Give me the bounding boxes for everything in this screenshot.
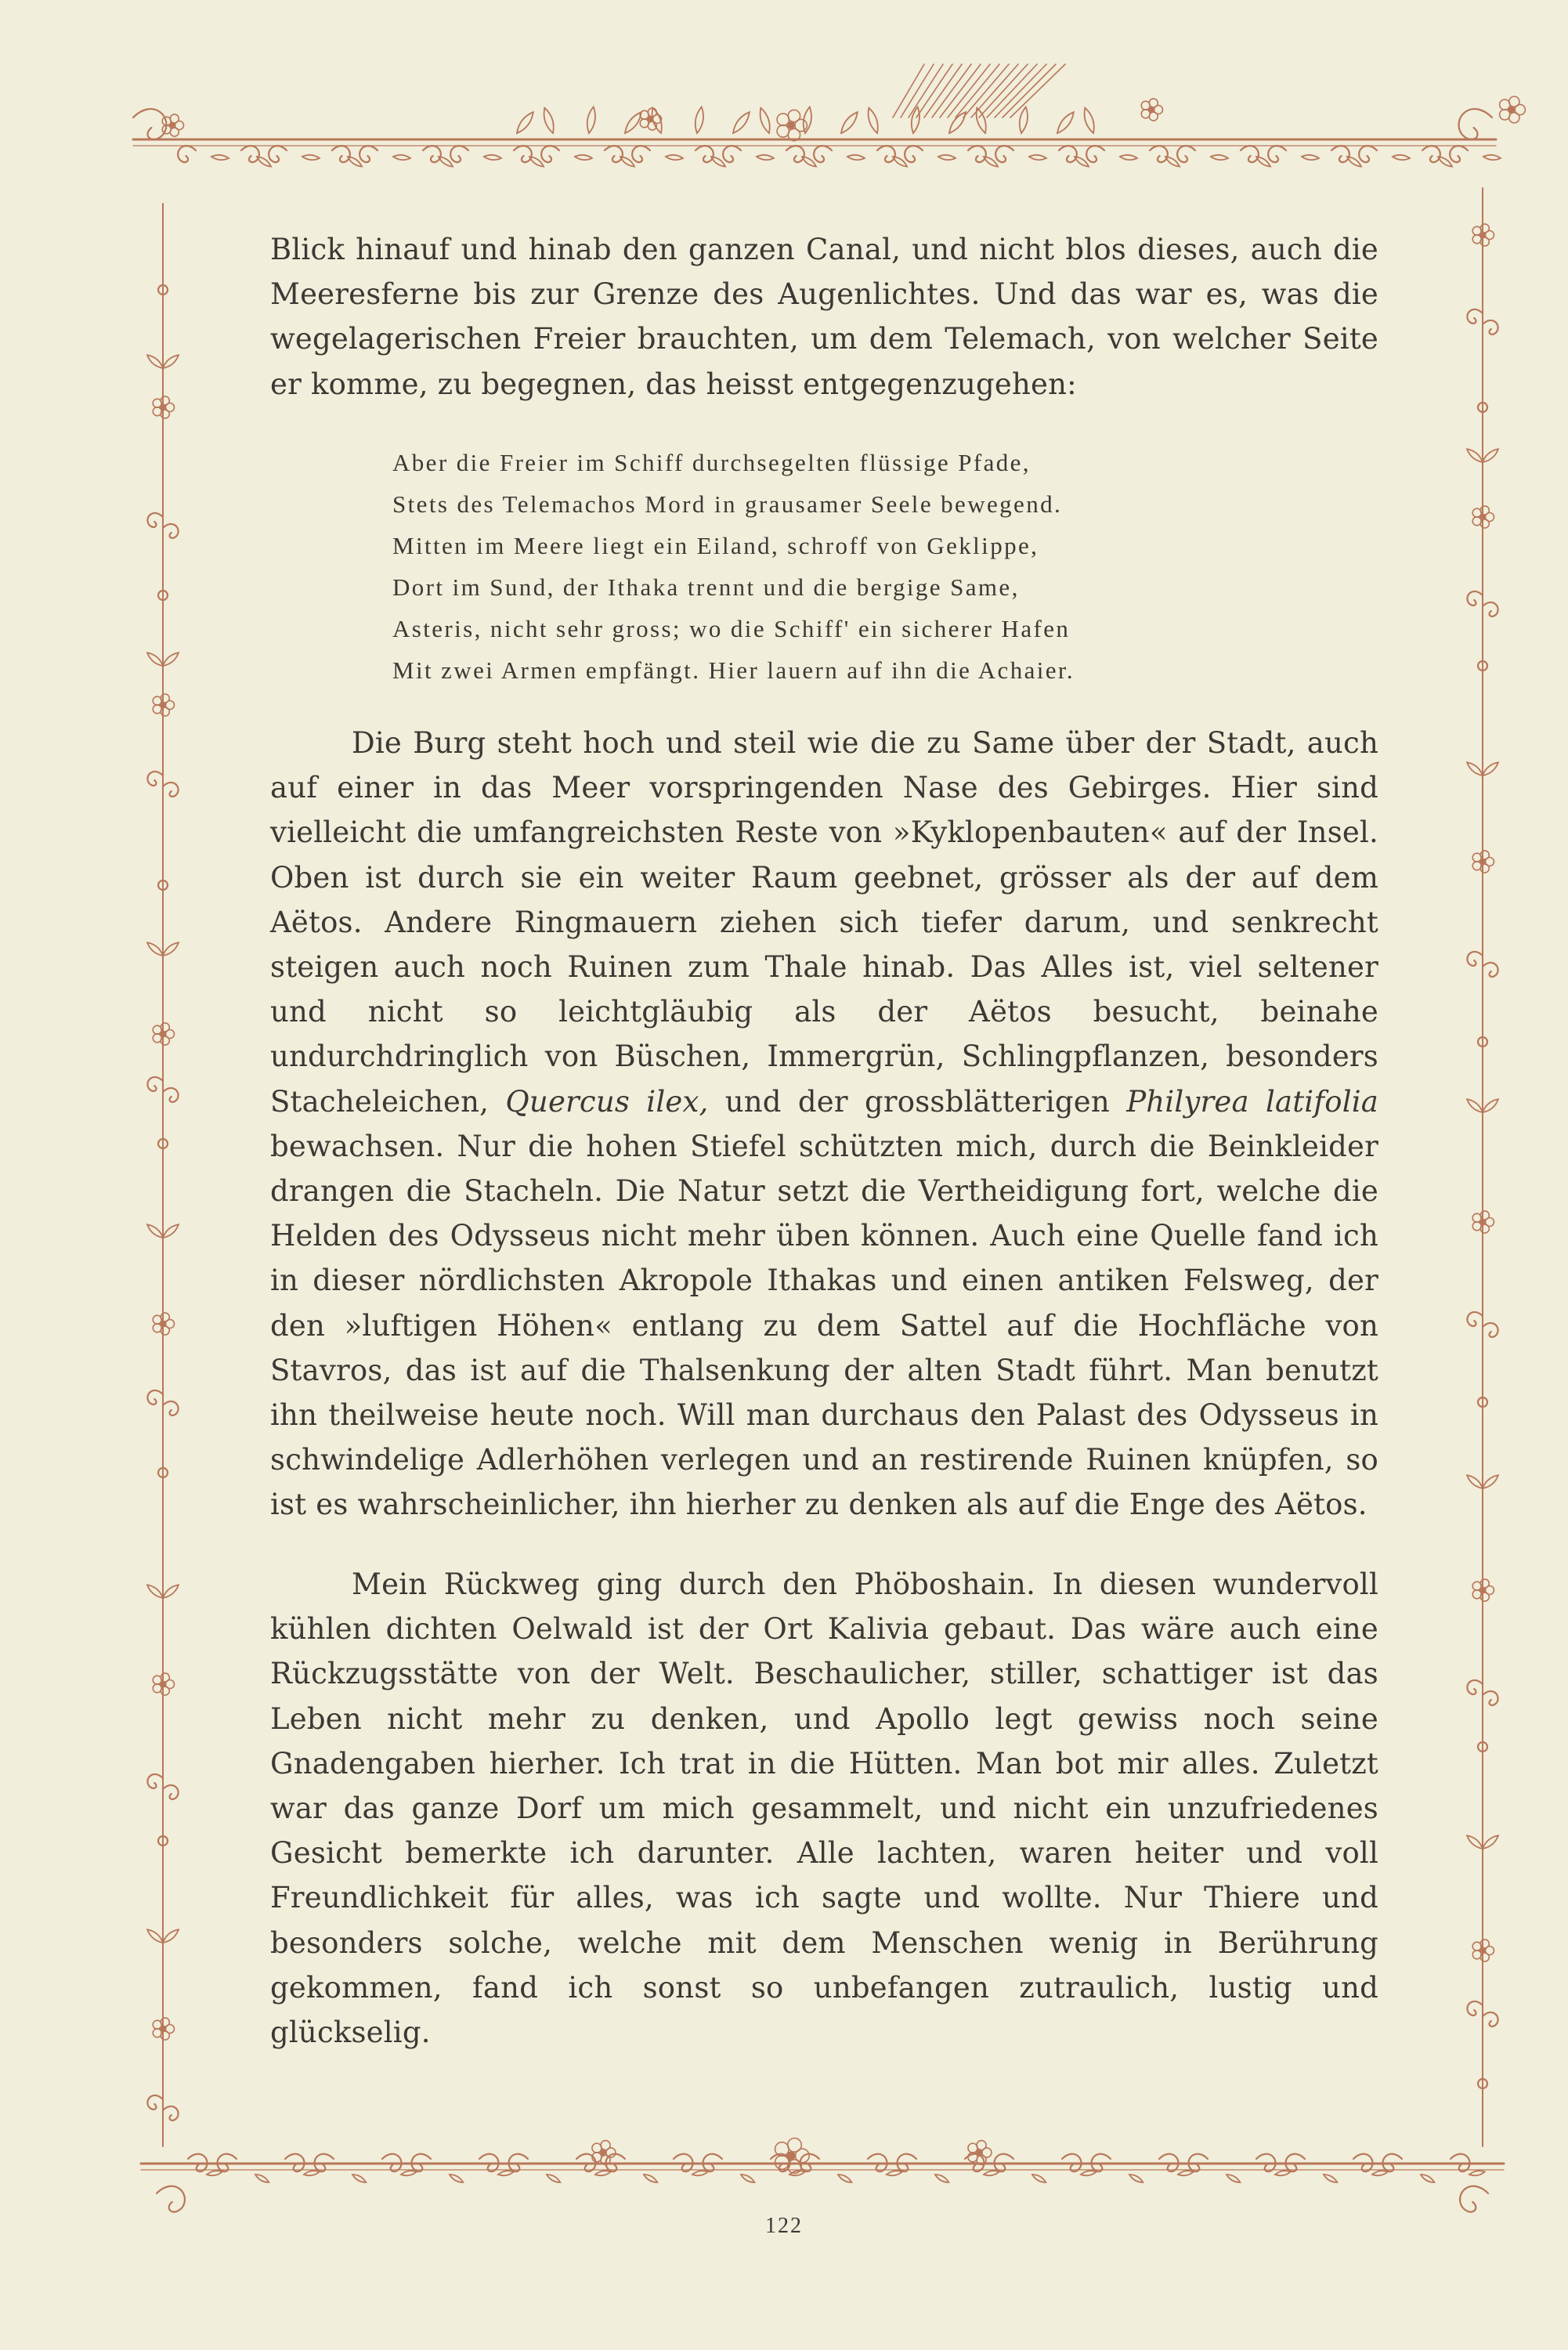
bottom-leaf: [1324, 2175, 1337, 2182]
top-palm-frond: [901, 64, 934, 118]
top-scroll: [786, 146, 804, 162]
flower-petal: [153, 407, 161, 416]
top-scroll: [995, 146, 1013, 162]
left-vine-leaf: [147, 942, 163, 956]
right-vine-tendril: [1483, 602, 1498, 616]
bottom-leaf: [450, 2175, 463, 2182]
right-vine-leaf: [1483, 762, 1498, 776]
bottom-left-corner-scroll: [157, 2186, 185, 2212]
bottom-leaf: [401, 2171, 417, 2175]
top-palm-frond: [916, 64, 952, 118]
top-scroll: [814, 146, 832, 162]
right-vine-leaf: [1483, 1835, 1498, 1849]
top-leaf: [757, 155, 774, 160]
left-vine-border: [147, 204, 179, 2146]
bottom-leaf: [887, 2171, 902, 2175]
top-leaf: [938, 155, 956, 160]
flower-petal: [170, 114, 179, 123]
paragraph-2-text-3: bewachsen. Nur die hohen Stiefel schützten mich, durch die Beinkleider drangen die Stacheln. Die Natur setzt die Vertheidigung fort, welche die Helden des Odysseus nicht mehr üben können. Auch eine Quelle fand ich in dieser nördlichsten Akropole Ithakas und einen antiken Felsweg, der den »luftigen Höhen« entlang zu dem Sattel auf die Hochfläche von Stavros, das ist auf die Thalsenkung der alten Stadt führt. Man benutzt ihn theilweise heute noch. Will man durchaus den Palast des Odysseus in schwindelige Adlerhöhen verlegen und an restirende Ruinen knüpfen, so ist es wahrscheinlicher, ihn hierher zu denken als auf die Enge des Aëtos.: [270, 1129, 1378, 1522]
top-sprig-leaf: [1085, 108, 1094, 133]
top-leaf: [211, 155, 229, 160]
left-vine-leaf: [147, 1585, 163, 1598]
right-vine-tendril: [1483, 1323, 1498, 1337]
right-vine-tendril: [1483, 2012, 1498, 2026]
flower-petal: [153, 1684, 161, 1693]
bottom-leaf: [1275, 2171, 1291, 2175]
right-vine-leaf: [1467, 1835, 1483, 1849]
top-scroll: [269, 146, 287, 162]
left-vine-leaf: [163, 1224, 179, 1238]
right-vine-tendril: [1467, 1312, 1483, 1326]
top-right-corner-scroll: [1459, 109, 1492, 139]
left-vine-leaf: [163, 1929, 179, 1943]
right-vine-leaf: [1467, 449, 1483, 462]
top-scroll: [1059, 146, 1077, 162]
top-scroll: [723, 146, 741, 162]
top-right-corner-flower: [1500, 96, 1526, 123]
flower-petal: [1472, 235, 1481, 244]
left-vine-leaf: [147, 355, 163, 368]
top-leaf: [484, 155, 501, 160]
top-sprig-leaf: [869, 108, 878, 133]
top-scroll: [1422, 146, 1440, 162]
left-vine-tendril: [163, 1088, 179, 1102]
flower-center: [1149, 107, 1154, 113]
right-vine-tendril: [1467, 1680, 1483, 1694]
bottom-leaf: [547, 2175, 560, 2182]
paragraph-2: [270, 721, 1378, 1528]
top-scroll: [632, 146, 650, 162]
flower-center: [1480, 1220, 1486, 1225]
flower-center: [161, 1682, 166, 1687]
top-leaf: [1483, 155, 1501, 160]
top-palm-frond: [940, 64, 981, 118]
flower-petal: [161, 396, 169, 405]
right-vine-leaf: [1467, 1099, 1483, 1112]
flower-petal: [1472, 1950, 1481, 1959]
left-vine-tendril: [147, 513, 163, 527]
top-scroll: [423, 146, 441, 162]
top-scroll: [241, 146, 259, 162]
top-sprig-leaf: [517, 112, 533, 133]
top-sprig-leaf: [761, 108, 770, 133]
top-scroll: [905, 146, 923, 162]
flower-petal: [1472, 862, 1481, 870]
flower-center: [161, 405, 166, 410]
top-sprig-leaf: [587, 107, 595, 133]
top-scroll: [332, 146, 350, 162]
flower-center: [170, 123, 175, 128]
left-vine-tendril: [163, 524, 179, 538]
bottom-leaf: [595, 2171, 611, 2175]
verse-line-1: Aber die Freier im Schiff durchsegelten flüssige Pfade,: [392, 449, 1031, 476]
top-leaf: [1029, 155, 1046, 160]
bottom-leaf: [1372, 2171, 1388, 2175]
flower-petal: [968, 2143, 977, 2153]
left-vine-leaf: [147, 1929, 163, 1943]
top-sprig-leaf: [841, 112, 858, 133]
bottom-rosette-small: [968, 2141, 992, 2165]
left-vine-tendril: [147, 1077, 163, 1091]
page-number: 122: [765, 2214, 803, 2238]
verse-line-6: Mit zwei Armen empfängt. Hier lauern auf ihn die Achaier.: [392, 656, 1075, 684]
top-scroll: [1086, 146, 1104, 162]
verse-quotation: [392, 442, 1332, 691]
top-scroll: [178, 146, 196, 162]
top-sprig-leaf: [625, 112, 641, 133]
bottom-leaf: [1081, 2171, 1097, 2175]
bottom-leaf: [255, 2175, 269, 2182]
top-sprig-leaf: [695, 107, 703, 133]
flower-center: [161, 1032, 166, 1037]
species-name-quercus: Quercus ilex,: [505, 1084, 709, 1119]
right-vine-border: [1467, 188, 1498, 2146]
bottom-leaf: [935, 2175, 948, 2182]
top-scroll: [514, 146, 532, 162]
top-sprig-leaf: [1020, 107, 1028, 133]
top-sprig-leaf: [544, 108, 554, 133]
left-vine-tendril: [147, 1390, 163, 1405]
top-leaf: [1120, 155, 1137, 160]
top-leaf: [1211, 155, 1228, 160]
flower-center: [786, 2151, 795, 2160]
top-scroll: [605, 146, 623, 162]
flower-petal: [161, 1023, 169, 1032]
right-vine-tendril: [1483, 1691, 1498, 1705]
top-left-corner-flower: [162, 114, 183, 136]
flower-petal: [1480, 851, 1489, 859]
top-scroll: [450, 146, 468, 162]
bottom-leaf: [207, 2171, 222, 2175]
flower-petal: [1480, 1940, 1489, 1948]
top-sprig-leaf: [733, 112, 750, 133]
bottom-leaf: [1421, 2175, 1434, 2182]
top-leaf: [666, 155, 683, 160]
flower-center: [161, 2026, 166, 2032]
right-vine-tendril: [1467, 591, 1483, 606]
flower-petal: [153, 2029, 161, 2037]
flower-petal: [640, 119, 649, 128]
verse-line-5: Asteris, nicht sehr gross; wo die Schiff' ein sicherer Hafen: [392, 615, 1071, 642]
top-leaf: [393, 155, 410, 160]
flower-petal: [1472, 517, 1481, 526]
flower-center: [161, 703, 166, 708]
right-vine-leaf: [1483, 449, 1498, 462]
top-scroll: [1450, 146, 1468, 162]
flower-petal: [1509, 113, 1519, 123]
flower-petal: [153, 1324, 161, 1332]
right-vine-leaf: [1483, 1099, 1498, 1112]
left-vine-tendril: [163, 1401, 179, 1415]
verse-line-4: Dort im Sund, der Ithaka trennt und die bergige Same,: [392, 573, 1020, 601]
top-leaf: [575, 155, 592, 160]
left-vine-tendril: [163, 1785, 179, 1799]
paragraph-3: [270, 1562, 1378, 2055]
top-rosette-small: [640, 108, 661, 130]
top-palm-frond: [893, 64, 924, 118]
paragraph-1: [270, 227, 1378, 407]
bottom-leaf: [1032, 2175, 1046, 2182]
top-scroll: [877, 146, 895, 162]
flower-center: [600, 2149, 606, 2156]
flower-petal: [153, 705, 161, 714]
bottom-floral-vignette: [141, 2138, 1504, 2212]
flower-center: [161, 1321, 166, 1327]
right-vine-tendril: [1467, 2001, 1483, 2016]
flower-petal: [1509, 96, 1519, 107]
flower-petal: [1141, 110, 1150, 118]
paragraph-1-text: Blick hinauf und hinab den ganzen Canal, und nicht blos dieses, auch die Meeresferne bis zur Grenze des Augenlichtes. Und das war es, was die wegelagerischen Freier brauchten, um dem Telemach, von welcher Seite er komme, zu begegnen, das heisst entgegenzugehen:: [270, 233, 1378, 401]
species-name-philyrea: Philyrea latifolia: [1126, 1084, 1379, 1119]
bottom-right-corner-scroll: [1460, 2186, 1488, 2212]
flower-center: [787, 121, 795, 129]
left-vine-tendril: [147, 772, 163, 786]
flower-petal: [777, 125, 789, 137]
bottom-leaf: [838, 2175, 851, 2182]
bottom-leaf: [1129, 2175, 1143, 2182]
flower-petal: [1480, 1579, 1489, 1588]
flower-petal: [153, 1034, 161, 1043]
top-scroll: [1150, 146, 1168, 162]
flower-petal: [1500, 110, 1510, 120]
flower-petal: [592, 2143, 602, 2153]
top-palm-frond: [924, 64, 962, 118]
top-palm-frond: [948, 64, 990, 118]
bottom-leaf: [741, 2175, 754, 2182]
bottom-leaf: [352, 2175, 366, 2182]
top-leaf: [302, 155, 320, 160]
flower-petal: [1472, 1222, 1481, 1231]
flower-center: [1480, 859, 1486, 865]
right-vine-leaf: [1467, 762, 1483, 776]
top-left-corner-scroll: [133, 109, 166, 139]
top-scroll: [695, 146, 714, 162]
flower-petal: [1480, 506, 1489, 515]
flower-petal: [777, 114, 789, 125]
paragraph-2-text-2: und der grossblätterigen: [724, 1084, 1110, 1119]
flower-center: [1480, 515, 1486, 520]
right-vine-tendril: [1467, 309, 1483, 324]
paragraph-3-text: Mein Rückweg ging durch den Phöboshain. In diesen wundervoll kühlen dichten Oelwald ist der Ort Kalivia gebaut. Das wäre auch eine Rückzugsstätte von der Welt. Beschaulicher, stiller, schattiger ist das Leben nicht mehr zu denken, und Apollo legt gewiss noch seine Gnadengaben hierher. Ich trat in die Hütten. Man bot mir alles. Zuletzt war das ganze Dorf um mich gesammelt, und nicht ein unzufriedenes Gesicht bemerkte ich darunter. Alle lachten, waren heiter und voll Freundlichkeit für alles, was ich sagte und wollte. Nur Thiere und besonders solche, welche mit dem Menschen wenig in Berührung gekommen, fand ich sonst so unbefangen zutraulich, lustig und glückselig.: [270, 1567, 1378, 2050]
paragraph-2-text-1: Die Burg steht hoch und steil wie die zu Same über der Stadt, auch auf einer in das Meer vorspringenden Nase des Gebirges. Hier sind vielleicht die umfangreichsten Reste von »Kyklopenbauten« auf der Insel. Oben ist durch sie ein weiter Raum geebnet, grösser als der auf dem Aëtos. Andere Ringmauern ziehen sich tiefer darum, und senkrecht steigen auch noch Ruinen zum Thale hinab. Das Alles ist, viel seltener und nicht so leichtgläubig als der Aëtos besucht, beinahe undurchdringlich von Büschen, Immergrün, Schlingpflanzen, besonders Stacheleichen,: [270, 726, 1378, 1119]
top-scroll: [1268, 146, 1286, 162]
bottom-leaf: [984, 2171, 999, 2175]
top-rosette: [777, 110, 807, 140]
top-scroll: [1177, 146, 1195, 162]
top-leaf: [1302, 155, 1319, 160]
flower-petal: [1472, 1590, 1481, 1599]
right-vine-tendril: [1467, 952, 1483, 966]
flower-center: [1480, 1948, 1486, 1954]
flower-petal: [788, 2138, 802, 2153]
left-vine-tendril: [163, 2106, 179, 2120]
left-vine-leaf: [163, 355, 179, 368]
right-vine-tendril: [1483, 963, 1498, 977]
flower-center: [1480, 1588, 1486, 1593]
flower-petal: [601, 2141, 610, 2150]
top-scroll: [1331, 146, 1349, 162]
flower-center: [1480, 233, 1486, 238]
top-scroll: [1359, 146, 1377, 162]
left-vine-tendril: [163, 783, 179, 797]
left-vine-tendril: [147, 2095, 163, 2110]
top-sprig-leaf: [1057, 112, 1074, 133]
top-leaf: [1393, 155, 1410, 160]
flower-petal: [775, 2156, 789, 2170]
flower-center: [1508, 107, 1515, 113]
flower-petal: [977, 2141, 986, 2150]
left-vine-tendril: [147, 1774, 163, 1788]
bottom-leaf: [1469, 2171, 1485, 2175]
right-vine-leaf: [1467, 1475, 1483, 1488]
bottom-leaf: [692, 2171, 708, 2175]
top-scroll: [541, 146, 559, 162]
top-floral-vignette: [133, 64, 1525, 167]
flower-center: [648, 117, 653, 122]
verse-line-2: Stets des Telemachos Mord in grausamer Seele bewegend.: [392, 490, 1063, 518]
top-leaf: [847, 155, 865, 160]
flower-center: [976, 2149, 982, 2156]
flower-petal: [1149, 99, 1158, 107]
top-rosette-small: [1141, 99, 1162, 121]
flower-petal: [1480, 1211, 1489, 1220]
bottom-leaf: [1178, 2171, 1194, 2175]
flower-petal: [161, 1313, 169, 1321]
bottom-leaf: [644, 2175, 657, 2182]
top-scroll: [359, 146, 378, 162]
left-vine-leaf: [163, 1585, 179, 1598]
left-vine-leaf: [163, 942, 179, 956]
top-scroll: [1241, 146, 1259, 162]
left-vine-leaf: [163, 653, 179, 666]
flower-petal: [788, 110, 800, 121]
left-vine-leaf: [147, 1224, 163, 1238]
flower-petal: [161, 2018, 169, 2026]
top-scroll: [968, 146, 986, 162]
bottom-leaf: [304, 2171, 320, 2175]
right-vine-tendril: [1483, 320, 1498, 334]
bottom-leaf: [1227, 2175, 1240, 2182]
flower-petal: [1480, 224, 1489, 233]
left-vine-leaf: [147, 653, 163, 666]
bottom-leaf: [498, 2171, 514, 2175]
flower-petal: [1500, 99, 1510, 110]
flower-petal: [161, 1673, 169, 1682]
verse-line-3: Mitten im Meere liegt ein Eiland, schroff von Geklippe,: [392, 532, 1039, 559]
flower-petal: [161, 694, 169, 703]
right-vine-leaf: [1483, 1475, 1498, 1488]
